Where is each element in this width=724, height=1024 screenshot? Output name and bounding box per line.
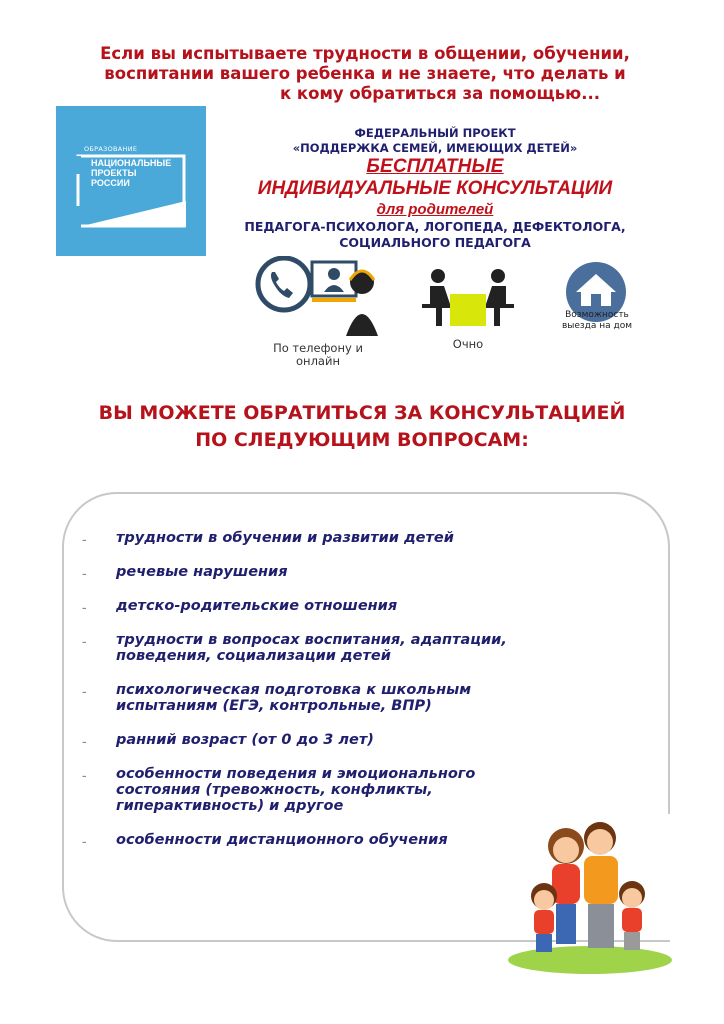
- specialists-line-1: ПЕДАГОГА-ПСИХОЛОГА, ЛОГОПЕДА, ДЕФЕКТОЛОГА,: [244, 219, 626, 234]
- logo-line-2: ПРОЕКТЫ: [91, 168, 137, 178]
- individual-consultations: ИНДИВИДУАЛЬНЫЕ КОНСУЛЬТАЦИИ: [257, 178, 613, 199]
- intro-line-2: воспитании вашего ребенка и не знаете, что делать и: [104, 64, 626, 83]
- phone-online-caption: По телефону и онлайн: [273, 341, 363, 368]
- topics-list: [78, 530, 558, 866]
- logo-top-label: ОБРАЗОВАНИЕ: [84, 145, 138, 153]
- list-item: – трудности в обучении и развитии детей: [82, 530, 454, 546]
- logo-title: [91, 158, 171, 188]
- logo-line-3: РОССИИ: [91, 178, 130, 188]
- intro-line-1: Если вы испытываете трудности в общении, обучении,: [100, 44, 630, 63]
- list-item: – речевые нарушения: [82, 564, 288, 580]
- home-visit-caption: [556, 310, 638, 332]
- free-label: БЕСПЛАТНЫЕ: [366, 156, 504, 177]
- list-item: – психологическая подготовка к школьным испытаниям (ЕГЭ, контрольные, ВПР): [82, 682, 472, 714]
- project-line-2: «ПОДДЕРЖКА СЕМЕЙ, ИМЕЮЩИХ ДЕТЕЙ»: [292, 141, 578, 155]
- list-item: – трудности в вопросах воспитания, адаптации, поведения, социализации детей: [82, 632, 507, 664]
- topics-frame-corner: [612, 492, 670, 814]
- project-line-1: ФЕДЕРАЛЬНЫЙ ПРОЕКТ: [354, 126, 516, 140]
- headline-line-1: ВЫ МОЖЕТЕ ОБРАТИТЬСЯ ЗА КОНСУЛЬТАЦИЕЙ: [98, 402, 626, 424]
- home-visit-line-1: Возможность: [565, 310, 629, 320]
- in-person-icon: [418, 268, 518, 330]
- national-projects-logo: [56, 106, 206, 256]
- list-item: – особенности поведения и эмоционального состояния (тревожность, конфликты, гиперактивность) и другое: [82, 766, 476, 814]
- headline-line-2: ПО СЛЕДУЮЩИМ ВОПРОСАМ:: [195, 429, 529, 451]
- project-block: [205, 126, 665, 251]
- for-parents: для родителей: [376, 201, 494, 218]
- intro-text: [40, 44, 690, 104]
- list-item: – ранний возраст (от 0 до 3 лет): [82, 732, 374, 748]
- family-illustration-icon: [506, 808, 674, 974]
- phone-online-icon: [254, 256, 384, 338]
- list-item: – особенности дистанционного обучения: [82, 832, 448, 848]
- logo-line-1: НАЦИОНАЛЬНЫЕ: [91, 158, 172, 168]
- in-person-caption: Очно: [452, 337, 484, 351]
- headline: [40, 400, 684, 454]
- list-item: – детско-родительские отношения: [82, 598, 398, 614]
- specialists-line-2: СОЦИАЛЬНОГО ПЕДАГОГА: [339, 235, 531, 250]
- intro-line-3: к кому обратиться за помощью...: [279, 84, 601, 103]
- home-visit-line-2: выезда на дом: [561, 321, 633, 331]
